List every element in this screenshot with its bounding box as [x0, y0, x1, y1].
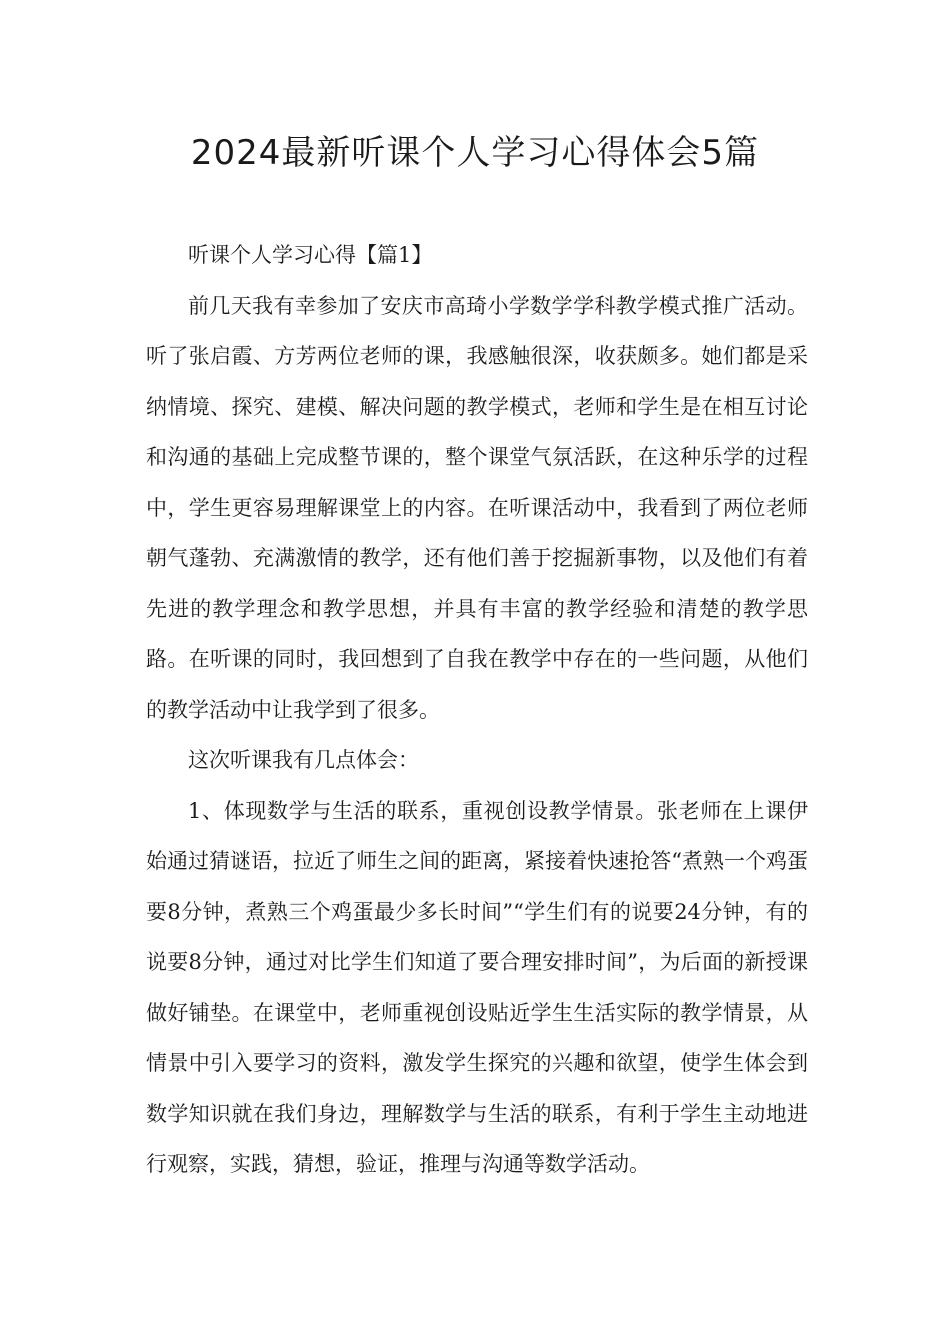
- body-paragraph: 前几天我有幸参加了安庆市高琦小学数学学科教学模式推广活动。听了张启霞、方芳两位老师的课，我感触很深，收获颇多。她们都是采纳情境、探究、建模、解决问题的教学模式，老师和学生是在相互讨论和沟通的基础上完成整节课的，整个课堂气氛活跃，在这种乐学的过程中，学生更容易理解课堂上的内容。在听课活动中，我看到了两位老师朝气蓬勃、充满激情的教学，还有他们善于挖掘新事物，以及他们有着先进的教学理念和教学思想，并具有丰富的教学经验和清楚的教学思路。在听课的同时，我回想到了自我在教学中存在的一些问题，从他们的教学活动中让我学到了很多。: [146, 293, 808, 722]
- document-body: [146, 230, 808, 1190]
- section-heading: 听课个人学习心得【篇1】: [188, 243, 433, 267]
- body-paragraph: 这次听课我有几点体会：: [188, 748, 419, 772]
- body-paragraph: 1、体现数学与生活的联系，重视创设教学情景。张老师在上课伊始通过猜谜语，拉近了师生之间的距离，紧接着快速抢答“煮熟一个鸡蛋要8分钟，煮熟三个鸡蛋最少多长时间”“学生们有的说要24分钟，有的说要8分钟，通过对比学生们知道了要合理安排时间”，为后面的新授课做好铺垫。在课堂中，老师重视创设贴近学生生活实际的教学情景，从情景中引入要学习的资料，激发学生探究的兴趣和欲望，使学生体会到数学知识就在我们身边，理解数学与生活的联系，有利于学生主动地进行观察，实践，猜想，验证，推理与沟通等数学活动。: [146, 798, 808, 1176]
- document-title: 2024最新听课个人学习心得体会5篇: [190, 133, 760, 173]
